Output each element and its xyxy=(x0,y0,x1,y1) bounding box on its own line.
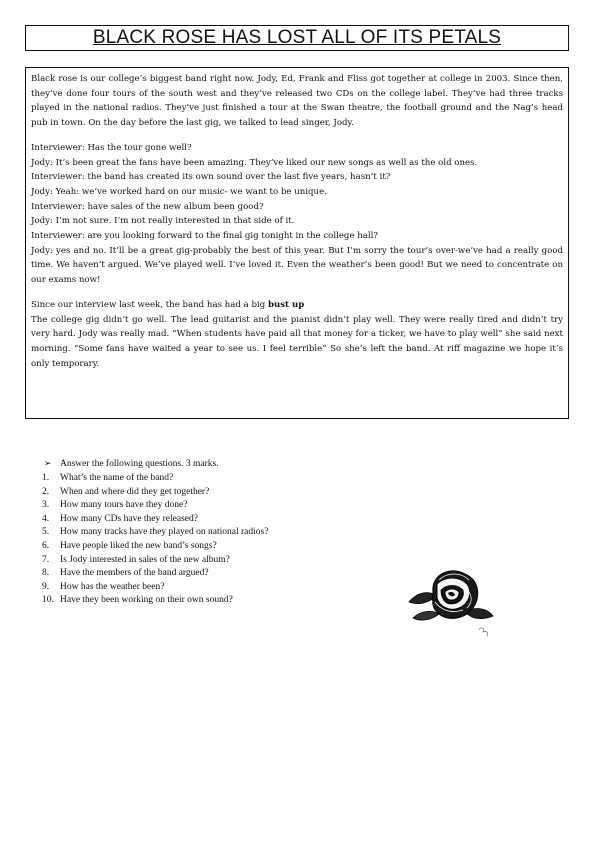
question-number: 8. xyxy=(42,568,50,579)
dialogue-line: Jody: It’s been great the fans have been amazing. They’ve liked our new songs as well as the old ones. xyxy=(31,157,478,168)
article-outro: The college gig didn’t go well. The lead guitarist and the pianist didn’t play well. They were really tired and didn’t try very hard. Jody was really mad. “When students have paid all that money for a ticker, we have to play well” she said next morning. “Some fans have waited a year to see us. I feel terrible” So she’s left the band. At riff magazine we hope it’s only temporary. xyxy=(31,314,563,369)
dialogue-line: Interviewer: Has the tour gone well? xyxy=(31,142,192,153)
question-number: 10. xyxy=(42,595,54,606)
since-text: Since our interview last week, the band has had a big xyxy=(31,299,268,310)
question-item xyxy=(42,594,268,608)
dialogue-line: Jody: Yeah: we’ve worked hard on our music- we want to be unique. xyxy=(31,186,327,197)
questions-instruction xyxy=(44,458,219,469)
question-number: 3. xyxy=(42,500,50,511)
question-item xyxy=(42,581,268,595)
question-number: 2. xyxy=(42,486,50,497)
question-number: 9. xyxy=(42,581,50,592)
question-number: 7. xyxy=(42,554,50,565)
question-item xyxy=(42,554,268,568)
question-item xyxy=(42,567,268,581)
question-text: Have the members of the band argued? xyxy=(60,568,209,579)
question-item xyxy=(42,499,268,513)
arrow-bullet-icon: ➢ xyxy=(44,458,52,468)
question-item xyxy=(42,472,268,486)
bust-up-text: bust up xyxy=(267,299,305,310)
question-number: 5. xyxy=(42,527,50,538)
question-text: How many tracks have they played on national radios? xyxy=(60,527,269,538)
dialogue-line: Jody: I’m not sure. I’m not really interested in that side of it. xyxy=(31,216,295,227)
question-text: Is Jody interested in sales of the new album? xyxy=(60,554,230,565)
dialogue-line: Interviewer: the band has created its own sound over the last five years, hasn’t it? xyxy=(31,172,391,183)
instruction-text: Answer the following questions. 3 marks. xyxy=(60,459,219,469)
question-item xyxy=(42,526,268,540)
since-line xyxy=(31,298,563,313)
question-text: How many tours have they done? xyxy=(60,500,188,511)
article-box xyxy=(25,67,569,419)
question-text: Have they been working on their own sound? xyxy=(60,595,233,606)
question-number: 4. xyxy=(42,513,50,524)
question-number: 6. xyxy=(42,540,50,551)
question-item xyxy=(42,513,268,527)
question-item xyxy=(42,540,268,554)
question-text: What’s the name of the band? xyxy=(60,473,174,483)
question-item xyxy=(42,486,268,500)
title-box xyxy=(25,25,569,51)
article-intro: Black rose is our college’s biggest band right now. Jody, Ed, Frank and Fliss got together at college in 2003. Since then, they’ve done four tours of the south west and they’ve released two CDs on the college label. They’ve had three tracks played in the national radios. They’ve just finished a tour at the Swan theatre, the football ground and the Nag’s head pub in town. On the day before the last gig, we talked to lead singer, Jody. xyxy=(31,74,563,129)
dialogue-line: Interviewer: are you looking forward to the final gig tonight in the college hall? xyxy=(31,231,379,242)
questions-list xyxy=(42,472,268,608)
question-text: When and where did they get together? xyxy=(60,486,210,497)
black-rose-illustration xyxy=(403,562,499,642)
dialogue-line: Jody: yes and no. It’ll be a great gig-probably the best of this year. But I’m sorry the tour’s over-we’ve had a really good time. We haven’t argued. We’ve played well. I’ve loved it. Even the weather’s been good! But we need to concentrate on our exams now! xyxy=(31,245,563,286)
question-text: Have people liked the new band’s songs? xyxy=(60,540,217,551)
question-text: How many CDs have they released? xyxy=(60,513,198,524)
dialogue-line: Interviewer: have sales of the new album been good? xyxy=(31,201,264,212)
question-text: How has the weather been? xyxy=(60,581,165,592)
page-title: BLACK ROSE HAS LOST ALL OF ITS PETALS xyxy=(92,27,502,48)
question-number: 1. xyxy=(42,473,50,483)
